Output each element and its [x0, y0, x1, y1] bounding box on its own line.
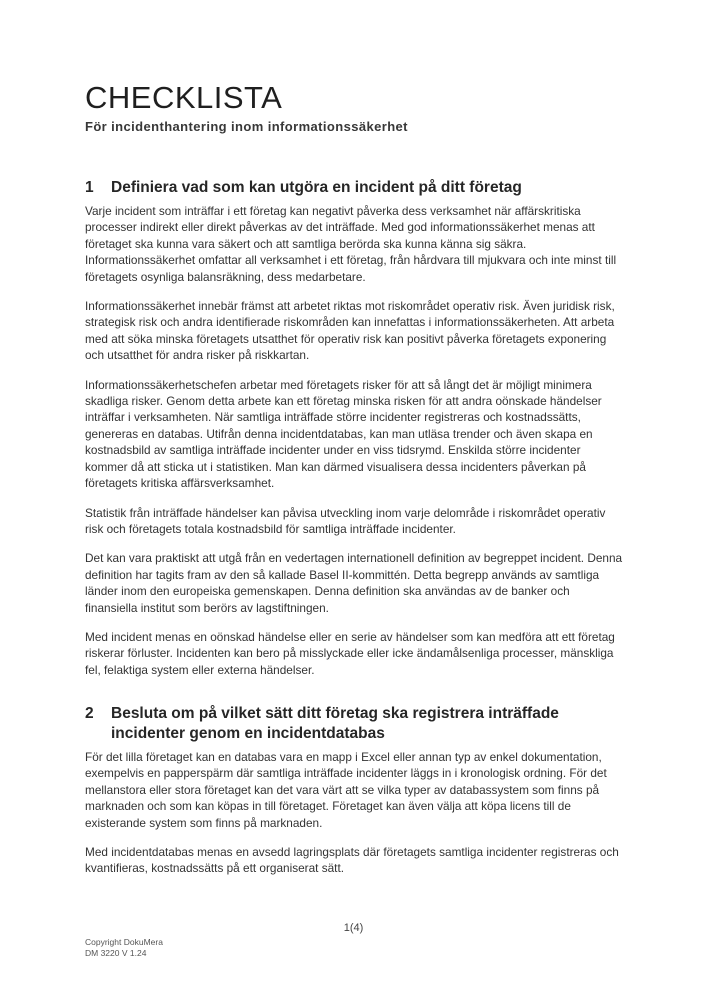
section-2-heading [85, 704, 625, 743]
section-1-number: 1 [85, 178, 94, 196]
copyright-line-2: DM 3220 V 1.24 [85, 948, 147, 958]
section-2-number: 2 [85, 705, 94, 723]
paragraph: Det kan vara praktiskt att utgå från en vedertagen internationell definition av begreppet incident. Denna definition har tagits fram av den så kallade Basel II-kommittén. Detta begrepp används av samtliga länder inom den europeiska gemenskapen. Denna definition ska användas av de banker och finansiella institut som berörs av lagstiftningen. [85, 551, 623, 615]
paragraph: Informationssäkerhetschefen arbetar med företagets risker för att så långt det är möjligt minimera skadliga risker. Genom detta arbete kan ett företag minska risken för att andra oönskade händelser inträffar i verksamheten. När samtliga inträffade större incidenter registreras och kostnadssätts, genereras en databas. Utifrån denna incidentdatabas, kan man utläsa trender och även skapa en kostnadsbild av samtliga inträffade incidenter under en viss tidsrymd. Enskilda större incidenter kommer då att sticka ut i statistiken. Man kan därmed visualisera dessa incidenters påverkan på företagets kritiska affärsverksamhet. [85, 377, 602, 491]
paragraph: Varje incident som inträffar i ett företag kan negativt påverka dess verksamhet när affärskritiska processer indirekt eller direkt påverkas av det inträffade. Med god informationssäkerhet menas att företaget ska kunna vara säkert och att samtliga berörda ska kunna känna sig säkra. Informationssäkerhet omfattar all verksamhet i ett företag, från hårdvara till mjukvara och inte minst till företagets osynliga balansräkning, dess medarbetare. [85, 204, 617, 284]
copyright-line-1: Copyright DokuMera [85, 937, 163, 947]
paragraph: Med incident menas en oönskad händelse eller en serie av händelser som kan medföra att ett företag riskerar förluster. Incidenten kan bero på misslyckade eller icke ändamålsenliga processer, mänskliga fel, felaktiga system eller externa händelser. [85, 629, 615, 677]
document-content [85, 0, 625, 890]
section-2-heading-text: Besluta om på vilket sätt ditt företag ska registrera inträffade incidenter genom en incidentdatabas [111, 705, 559, 742]
paragraph: Med incidentdatabas menas en avsedd lagringsplats där företagets samtliga incidenter registreras och kvantifieras, kostnadssätts på ett organiserat sätt. [85, 844, 619, 876]
document-title: CHECKLISTA [85, 80, 283, 115]
section-1-heading-text: Definiera vad som kan utgöra en incident på ditt företag [111, 178, 522, 196]
paragraph: Informationssäkerhet innebär främst att arbetet riktas mot riskområdet operativ risk. Även juridisk risk, strategisk risk och andra identifierade riskområden kan innefattas i informationssäkerheten. Att arbeta med att söka minska företagets utsatthet för operativ risk kan positivt påverka företagets exponering och utsatthet för andra risker på riskkartan. [85, 299, 615, 363]
section-1-heading [85, 178, 625, 197]
section-1-body [85, 203, 625, 678]
copyright-block [85, 937, 163, 959]
section-2-body [85, 749, 625, 877]
page-number: 1(4) [343, 922, 364, 934]
paragraph: För det lilla företaget kan en databas vara en mapp i Excel eller annan typ av enkel dokumentation, exempelvis en papperspärm där samtliga inträffade incidenter läggs in i kronologisk ordning. För det mellanstora eller stora företaget kan det vara värt att se vilka typer av databassystem som finns på marknaden och som kan köpas in till företaget. Företaget kan även välja att köpa licens till de existerande system som finns på marknaden. [85, 749, 607, 830]
paragraph: Statistik från inträffade händelser kan påvisa utveckling inom varje delområde i riskområdet operativ risk och företagets totala kostnadsbild för samtliga inträffade incidenter. [85, 505, 606, 536]
document-subtitle: För incidenthantering inom informationssäkerhet [85, 118, 408, 134]
